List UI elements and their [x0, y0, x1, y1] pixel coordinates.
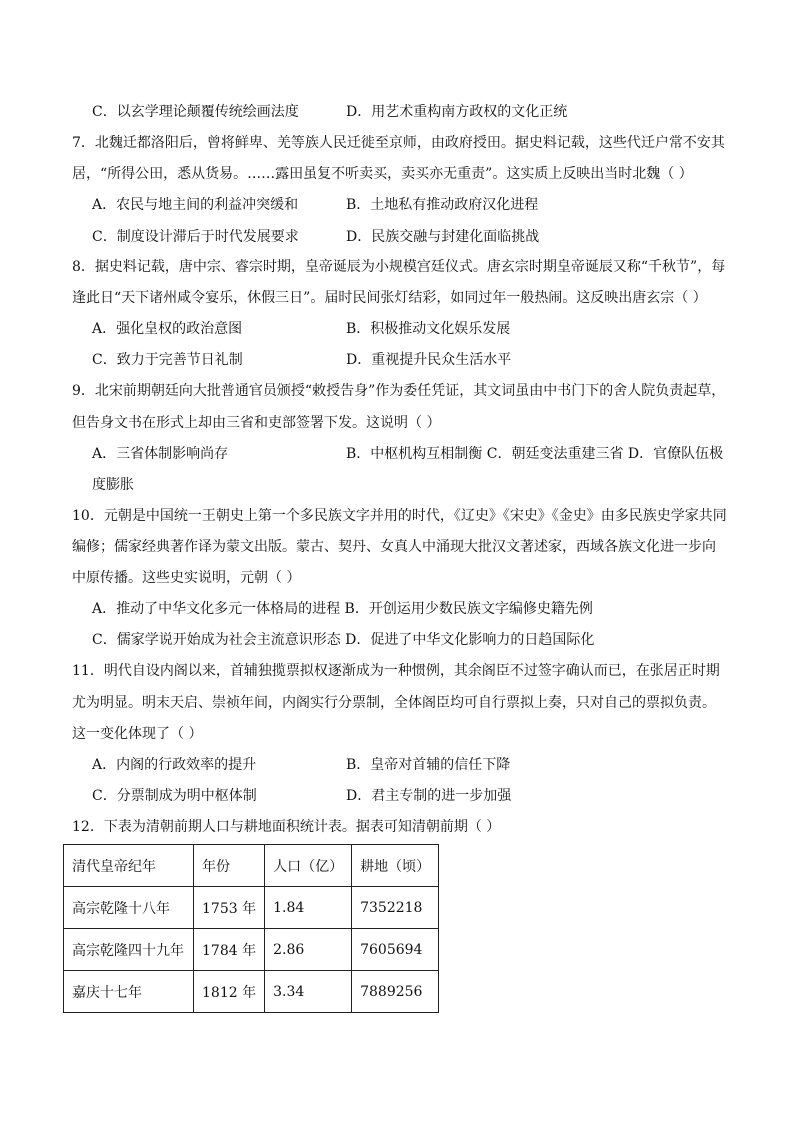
table-header-row — [64, 845, 439, 887]
table-cell: 7352218 — [352, 887, 439, 929]
table-header-cell: 人口（亿） — [265, 845, 352, 887]
q10-stem-line1: 10．元朝是中国统一王朝史上第一个多民族文字并用的时代，《辽史》《宋史》《金史》由多民族史学家共同 — [72, 508, 727, 524]
q8-stem-line2: 逢此日“天下诸州咸令宴乐，休假三日”。届时民间张灯结彩，如同过年一般热闹。这反映出唐玄宗（ ） — [72, 290, 707, 306]
q7-option-a: A．农民与地主间的利益冲突缓和 — [92, 197, 299, 213]
table-cell: 1812 年 — [194, 971, 265, 1013]
q10-options-cd: C．儒家学说开始成为社会主流意识形态 D．促进了中华文化影响力的日趋国际化 — [92, 632, 595, 648]
q7-stem-line2: 居，“所得公田，悉从货易。……露田虽复不听卖买，卖买亦无重责”。这实质上反映出当时北魏（ ） — [72, 166, 693, 182]
table-cell: 1784 年 — [194, 929, 265, 971]
q8-option-d: D．重视提升民众生活水平 — [346, 352, 512, 368]
table-cell: 1.84 — [265, 887, 352, 929]
q9-option-d-cont: 度膨胀 — [92, 477, 134, 493]
q9-option-bcd: B．中枢机构互相制衡 C．朝廷变法重建三省 D．官僚队伍极 — [346, 446, 724, 462]
table-row — [64, 887, 439, 929]
q8-option-b: B．积极推动文化娱乐发展 — [346, 321, 511, 337]
q11-option-d: D．君主专制的进一步加强 — [346, 788, 512, 804]
table-cell: 7605694 — [352, 929, 439, 971]
table-row — [64, 971, 439, 1013]
table-header-cell: 年份 — [194, 845, 265, 887]
q11-option-b: B．皇帝对首辅的信任下降 — [346, 757, 511, 773]
q6-option-d: D．用艺术重构南方政权的文化正统 — [346, 104, 568, 120]
table-row — [64, 929, 439, 971]
table-cell: 嘉庆十七年 — [64, 971, 194, 1013]
q9-stem-line1: 9．北宋前期朝廷向大批普通官员颁授“敕授告身”作为委任凭证，其文词虽由中书门下的舍人院负责起草， — [72, 383, 726, 399]
q11-stem-line2: 尤为明显。明末天启、崇祯年间，内阁实行分票制，全体阁臣均可自行票拟上奏，只对自己的票拟负责。 — [72, 695, 716, 711]
table-cell: 高宗乾隆十八年 — [64, 887, 194, 929]
q12-stem-line1: 12．下表为清朝前期人口与耕地面积统计表。据表可知清朝前期（ ） — [72, 819, 501, 835]
table-cell: 1753 年 — [194, 887, 265, 929]
q10-stem-line2: 编修；儒家经典著作译为蒙文出版。蒙古、契丹、女真人中涌现大批汉文著述家，西域各族文化进一步向 — [72, 539, 716, 555]
table-header-cell: 耕地（顷） — [352, 845, 439, 887]
q7-stem-line1: 7．北魏迁都洛阳后，曾将鲜卑、羌等族人民迁徙至京师，由政府授田。据史料记载，这些代迁户常不安其 — [72, 135, 725, 151]
q8-option-c: C．致力于完善节日礼制 — [92, 352, 243, 368]
table-cell: 2.86 — [265, 929, 352, 971]
table-cell: 高宗乾隆四十九年 — [64, 929, 194, 971]
q11-stem-line1: 11．明代自设内阁以来，首辅独揽票拟权逐渐成为一种惯例，其余阁臣不过签字确认而已，在张居正时期 — [72, 663, 720, 679]
table-header-cell: 清代皇帝纪年 — [64, 845, 194, 887]
q11-option-c: C．分票制成为明中枢体制 — [92, 788, 257, 804]
q10-options-ab: A．推动了中华文化多元一体格局的进程 B．开创运用少数民族文字编修史籍先例 — [92, 601, 593, 617]
q9-option-a: A．三省体制影响尚存 — [92, 446, 229, 462]
q8-option-a: A．强化皇权的政治意图 — [92, 321, 243, 337]
table-cell: 3.34 — [265, 971, 352, 1013]
q7-option-d: D．民族交融与封建化面临挑战 — [346, 229, 540, 245]
population-farmland-table — [63, 844, 439, 1013]
q7-option-c: C．制度设计滞后于时代发展要求 — [92, 229, 299, 245]
q11-stem-line3: 这一变化体现了（ ） — [72, 726, 203, 742]
q9-stem-line2: 但告身文书在形式上却由三省和吏部签署下发。这说明（ ） — [72, 415, 441, 431]
table-cell: 7889256 — [352, 971, 439, 1013]
q6-option-c: C．以玄学理论颠覆传统绘画法度 — [92, 104, 299, 120]
q10-stem-line3: 中原传播。这些史实说明，元朝（ ） — [72, 570, 301, 586]
q8-stem-line1: 8．据史料记载，唐中宗、睿宗时期，皇帝诞辰为小规模宫廷仪式。唐玄宗时期皇帝诞辰又称“千秋节”，每 — [72, 259, 726, 275]
q11-option-a: A．内阁的行政效率的提升 — [92, 757, 257, 773]
q7-option-b: B．土地私有推动政府汉化进程 — [346, 197, 539, 213]
